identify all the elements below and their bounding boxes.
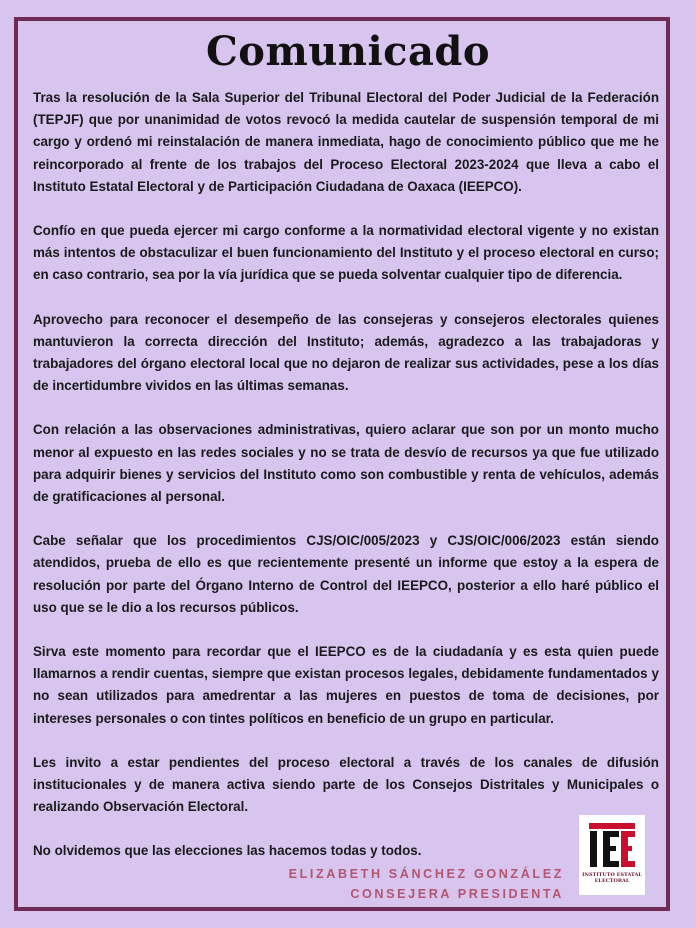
paragraph-3: Aprovecho para reconocer el desempeño de las consejeras y consejeros electorales quienes mantuvieron la correcta dirección del Instituto; además, agradezco a las trabajadoras y trabajadores del órgano electoral local que no dejaron de realizar sus actividades, pese a los días de incertidumbre vividos en las últimas semanas.: [33, 311, 659, 394]
logo-caption: INSTITUTO ESTATAL ELECTORAL: [582, 872, 642, 884]
paragraph-6: Sirva este momento para recordar que el IEEPCO es de la ciudadanía y es esta quien puede llamarnos a rendir cuentas, siempre que existan procesos legales, debidamente fundamentados y no sean utilizados para amedrentar a las mujeres en puestos de toma de decisiones, por intereses personales o con tintes políticos en beneficio de un grupo en particular.: [33, 644, 659, 726]
paragraph-5: Cabe señalar que los procedimientos CJS/OIC/005/2023 y CJS/OIC/006/2023 están siendo atendidos, prueba de ello es que recientemente presenté un informe que estoy a la espera de resolución por parte del Órgano Interno de Control del IEEPCO, posterior a ello haré público el uso que se le dio a los recursos públicos.: [33, 533, 659, 615]
paragraph-7: Les invito a estar pendientes del proceso electoral a través de los canales de difusión institucionales y de manera activa siendo parte de los Consejos Distritales y Municipales o realizando Observación Electoral.: [33, 754, 659, 815]
signature-role: CONSEJERA PRESIDENTA: [350, 887, 564, 901]
ieepco-logo-icon: [579, 815, 645, 871]
document-title: Comunicado: [205, 28, 491, 75]
ieepco-logo: [579, 815, 645, 895]
paragraph-2: Confío en que pueda ejercer mi cargo conforme a la normatividad electoral vigente y no existan más intentos de obstaculizar el buen funcionamiento del Instituto y el proceso electoral en curso; en caso contrario, sea por la vía jurídica que se pueda solventar cualquier tipo de diferencia.: [33, 223, 659, 283]
paragraph-8: No olvidemos que las elecciones las hacemos todas y todos.: [33, 843, 422, 859]
document-body: [33, 87, 659, 863]
signature-name: ELIZABETH SÁNCHEZ GONZÁLEZ: [288, 867, 564, 881]
signature-block: [289, 864, 564, 904]
paragraph-4: Con relación a las observaciones administrativas, quiero aclarar que son por un monto mucho menor al expuesto en las redes sociales y no se trata de desvío de recursos ya que fue utilizado para adquirir bienes y servicios del Instituto como son combustible y renta de vehículos, además de gratificaciones al personal.: [33, 422, 659, 505]
paragraph-1: Tras la resolución de la Sala Superior del Tribunal Electoral del Poder Judicial de la Federación (TEPJF) que por unanimidad de votos revocó la medida cautelar de suspensión temporal de mi cargo y ordenó mi reinstalación de manera inmediata, hago de conocimiento público que me he reincorporado al frente de los trabajos del Proceso Electoral 2023-2024 que lleva a cabo el Instituto Estatal Electoral y de Participación Ciudadana de Oaxaca (IEEPCO).: [33, 90, 659, 194]
